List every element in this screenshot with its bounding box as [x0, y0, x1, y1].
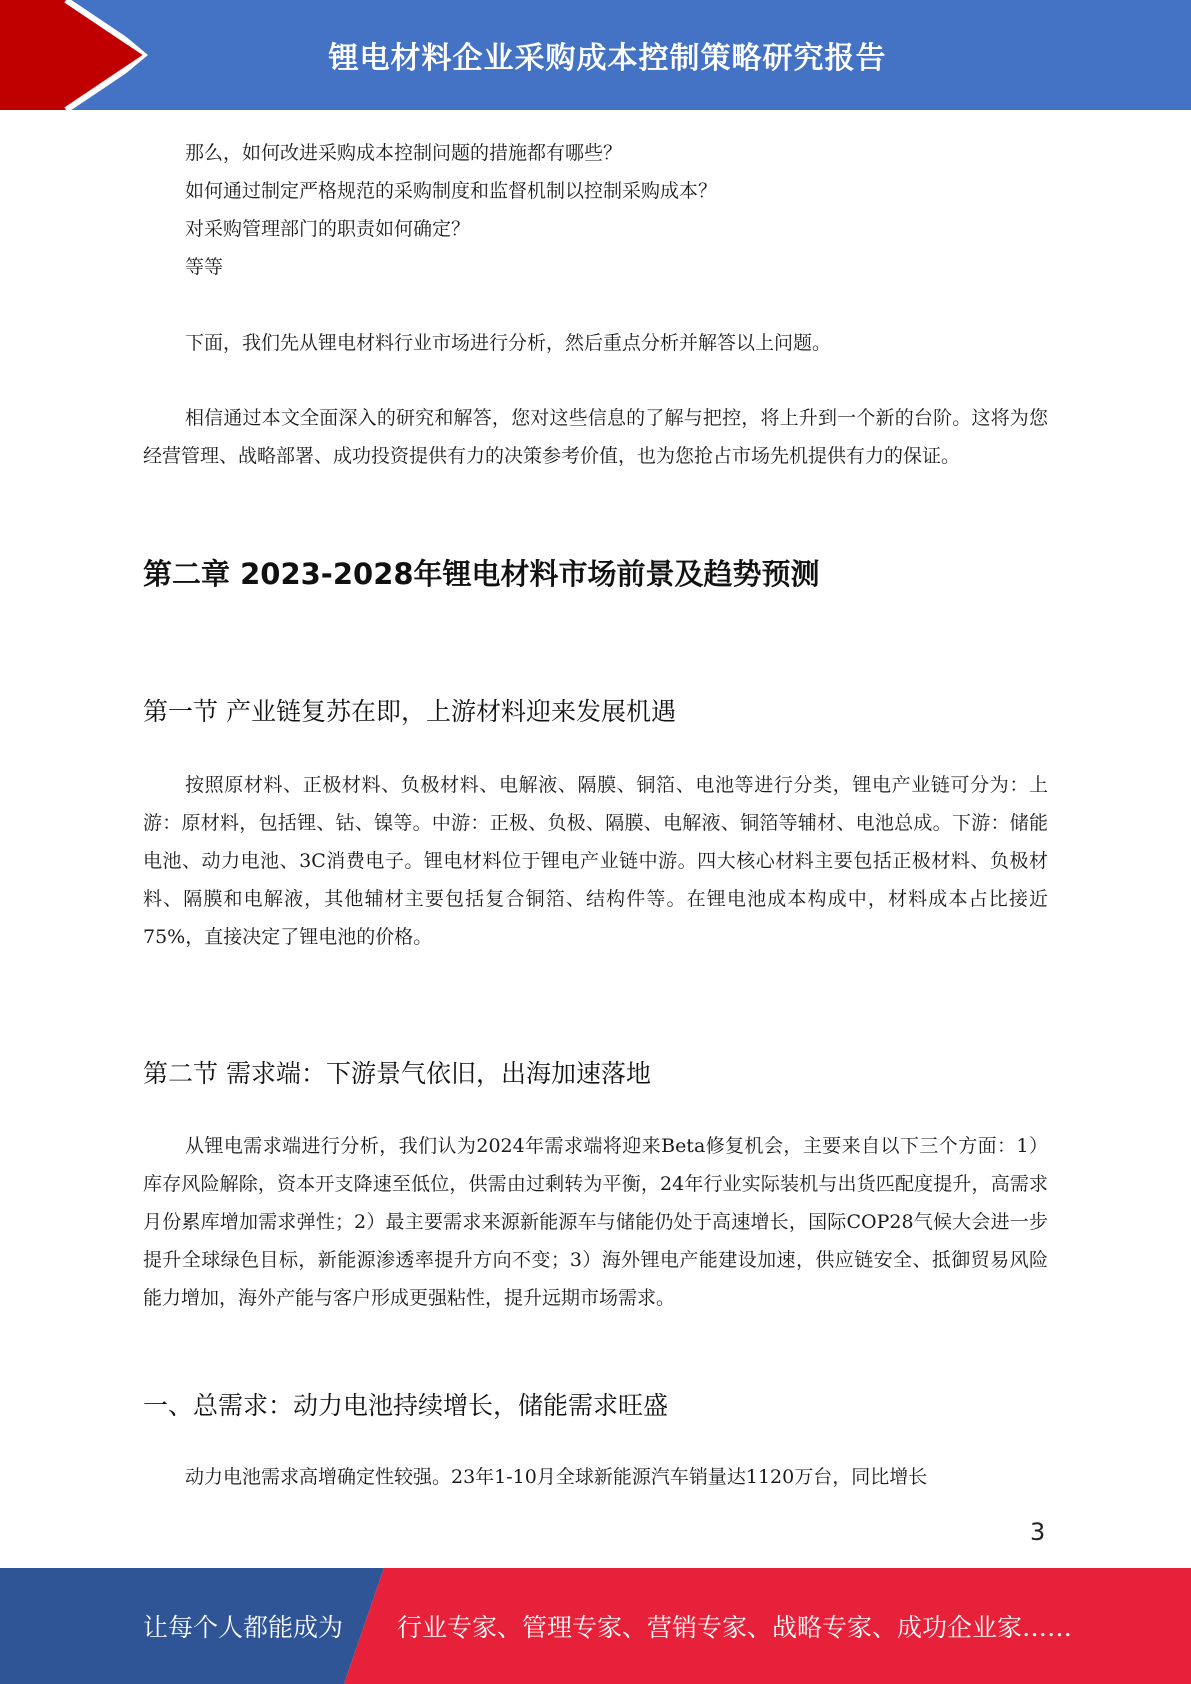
- section-1-paragraph: 按照原材料、正极材料、负极材料、电解液、隔膜、铜箔、电池等进行分类，锂电产业链可分为：上游：原材料，包括锂、钴、镍等。中游：正极、负极、隔膜、电解液、铜箔等辅材、电池总成。下游：储能电池、动力电池、3C消费电子。锂电材料位于锂电产业链中游。四大核心材料主要包括正极材料、负极材料、隔膜和电解液，其他辅材主要包括复合铜箔、结构件等。在锂电池成本构成中，材料成本占比接近75%，直接决定了锂电池的价格。: [143, 774, 1048, 948]
- header-band: [0, 0, 1191, 110]
- section-2-paragraph: 从锂电需求端进行分析，我们认为2024年需求端将迎来Beta修复机会，主要来自以下三个方面：1）库存风险解除，资本开支降速至低位，供需由过剩转为平衡，24年行业实际装机与出货匹配度提升，高需求月份累库增加需求弹性；2）最主要需求来源新能源车与储能仍处于高速增长，国际COP28气候大会进一步提升全球绿色目标，新能源渗透率提升方向不变；3）海外锂电产能建设加速，供应链安全、抵御贸易风险能力增加，海外产能与客户形成更强粘性，提升远期市场需求。: [143, 1135, 1048, 1309]
- subsection-heading-1: 一、总需求：动力电池持续增长，储能需求旺盛: [143, 1391, 669, 1420]
- footer-band: [0, 1568, 1191, 1684]
- section-heading-1: 第一节 产业链复苏在即，上游材料迎来发展机遇: [143, 697, 676, 726]
- page-number: 3: [1030, 1518, 1046, 1546]
- intro-question-3: 对采购管理部门的职责如何确定？: [185, 218, 471, 240]
- intro-question-2: 如何通过制定严格规范的采购制度和监督机制以控制采购成本？: [185, 180, 718, 202]
- section-heading-2: 第二节 需求端：下游景气依旧，出海加速落地: [143, 1059, 651, 1088]
- intro-question-4: 等等: [185, 256, 224, 278]
- intro-question-1: 那么，如何改进采购成本控制问题的措施都有哪些？: [185, 142, 623, 164]
- subsection-1-paragraph: 动力电池需求高增确定性较强。23年1-10月全球新能源汽车销量达1120万台，同比增长: [185, 1466, 928, 1488]
- intro-paragraph-2: 相信通过本文全面深入的研究和解答，您对这些信息的了解与把控，将上升到一个新的台阶。这将为您经营管理、战略部署、成功投资提供有力的决策参考价值，也为您抢占市场先机提供有力的保证。: [143, 407, 1048, 467]
- footer-slogan-left: 让每个人都能成为: [143, 1613, 344, 1642]
- intro-paragraph-1: 下面，我们先从锂电材料行业市场进行分析，然后重点分析并解答以上问题。: [185, 332, 832, 354]
- chapter-heading: 第二章 2023-2028年锂电材料市场前景及趋势预测: [143, 557, 820, 591]
- report-title: 锂电材料企业采购成本控制策略研究报告: [328, 41, 887, 76]
- footer-slogan-right: 行业专家、管理专家、营销专家、战略专家、成功企业家……: [397, 1613, 1073, 1642]
